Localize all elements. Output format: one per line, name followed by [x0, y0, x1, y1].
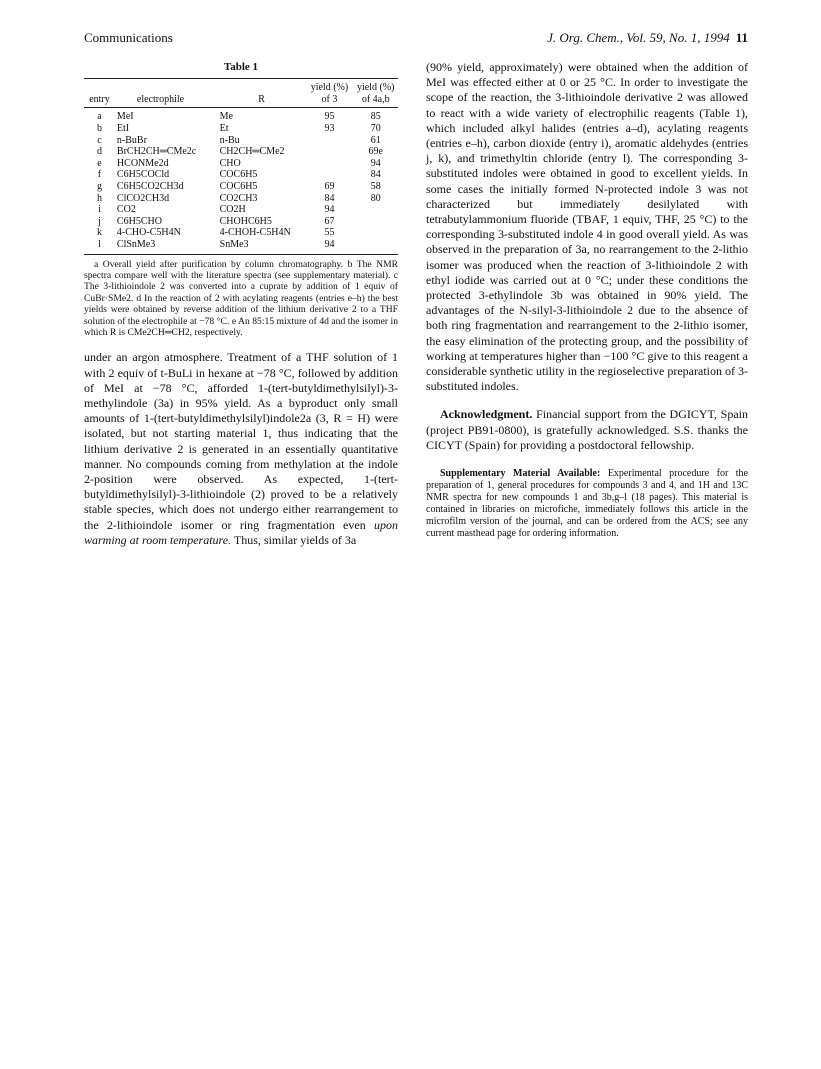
cell-electrophile: HCONMe2d	[116, 157, 169, 169]
left-paragraph	[84, 350, 398, 548]
table-row	[84, 216, 398, 228]
cell-electrophile: ClSnMe3	[115, 239, 218, 254]
cell-yield-3	[305, 146, 353, 158]
supplementary-text: Experimental procedure for the preparation of 1, general procedures for compounds 3 and 4, and 1H and 13C NMR spectra for new compounds 1 and 3b,g–l (18 pages). This material is contained in libraries on microfiche, immediately follows this article in the microfilm version of the journal, and can be ordered from the ACS; see any current masthead page for ordering information.	[426, 468, 748, 540]
running-header	[84, 30, 748, 48]
cell-entry: h	[96, 192, 102, 204]
table-row	[84, 135, 398, 147]
cell-entry: l	[84, 239, 115, 254]
cell-yield-3	[305, 158, 353, 170]
cell-r: 4-CHOH-C5H4N	[219, 227, 291, 239]
results-table	[84, 79, 398, 254]
table-row	[84, 181, 398, 193]
supplementary-material	[426, 468, 748, 540]
cell-electrophile: C6H5CO2CH3d	[116, 180, 184, 192]
cell-electrophile: 4-CHO-C5H4N	[116, 227, 181, 239]
table-header-row	[84, 79, 398, 108]
cell-r: COC6H5	[219, 180, 258, 192]
cell-r: CO2CH3	[219, 192, 258, 204]
cell-entry: d	[96, 146, 102, 158]
cell-entry: i	[98, 204, 101, 216]
cell-entry: b	[96, 122, 102, 134]
cell-yield-4	[353, 227, 398, 239]
journal-citation	[547, 30, 748, 46]
cell-electrophile: ClCO2CH3d	[116, 192, 170, 204]
cell-yield-3: 93	[324, 122, 335, 134]
header-electrophile: electrophile	[115, 79, 218, 108]
cell-entry: c	[97, 134, 102, 146]
cell-entry: a	[97, 111, 102, 123]
cell-yield-4: 80	[370, 192, 381, 204]
table-row	[84, 108, 398, 123]
table-body	[84, 108, 398, 254]
header-entry: entry	[84, 79, 115, 108]
cell-yield-3: 94	[305, 239, 353, 254]
right-paragraph: (90% yield, approximately) were obtained when the addition of MeI was effected either at 0 or 25 °C. In order to investigate the scope of the reaction, the 3-lithioindole derivative 2 was allowed to react with a wide variety of electrophilic reagents (Table 1), which included alkyl halides (entries a–d), acylating reagents (entries e–h), carbon dioxide (entry i), aromatic aldehydes (entries j, k), and trimethyltin chloride (entry l). The corresponding 3-substituted indoles were obtained in good to excellent yields. In some cases the initially formed N-protected indole 3 was not characterized but immediately desilylated with tetrabutylammonium fluoride (TBAF, 1 equiv, THF, 25 °C) to the corresponding 3-substituted indole 4 in good overall yield. As was observed in the preparation of 3a, no rearrangement to the 2-lithio isomer was produced when the reaction of 3-lithioindole 2 with ethyl iodide was carried out at 0 °C; under these conditions the protected 3-ethylindole 3b was obtained in 90% yield. The advantages of the N-silyl-3-lithioindole 2 due to the absence of both ring fragmentation and rearrangement to the 2-lithio isomer, the easy elimination of the protecting group, and the possibility of working at temperatures higher than −100 °C give to this reagent a considerable synthetic utility in the regioselective preparation of 3-substituted indoles.	[426, 60, 748, 394]
cell-yield-4: 85	[370, 111, 381, 123]
cell-yield-3	[305, 135, 353, 147]
cell-r: n-Bu	[219, 134, 240, 146]
page-number: 11	[735, 30, 748, 45]
cell-yield-3: 69	[324, 180, 335, 192]
cell-electrophile: BrCH2CH═CMe2c	[116, 146, 197, 158]
cell-yield-4: 84	[370, 169, 381, 181]
table-footnotes: a Overall yield after purification by column chromatography. b The NMR spectra compare well with the literature spectra (see supplementary material). c The 3-lithioindole 2 was converted into a cuprate by addition of 1 equiv of CuBr·SMe2. d In the reaction of 2 with acylating reagents (entries e–h) the best yields were obtained by reverse addition of the lithium derivative 2 to a THF solution of the electrophile at −78 °C. e An 85:15 mixture of 4d and the isomer in which R is CMe2CH═CH2, respectively.	[84, 258, 398, 338]
cell-yield-3	[305, 169, 353, 181]
cell-r: Et	[219, 122, 229, 134]
cell-electrophile: C6H5COCld	[116, 169, 170, 181]
cell-yield-4: 58	[370, 180, 381, 192]
left-body-text	[84, 350, 398, 548]
section-label: Communications	[84, 30, 173, 45]
cell-entry: g	[96, 180, 102, 192]
table-title: Table 1	[223, 61, 259, 73]
header-yield-3: yield (%) of 3	[305, 79, 353, 108]
cell-r: CHOHC6H5	[219, 215, 272, 227]
table-row	[84, 169, 398, 181]
cell-r: CH2CH═CMe2	[219, 146, 285, 158]
acknowledgment-text: Financial support from the DGICYT, Spain (project PB91-0800), is gratefully acknowledged. S.S. thanks the CICYT (Spain) for providing a postdoctoral fellowship.	[426, 407, 749, 452]
table-row	[84, 227, 398, 239]
table-row	[84, 146, 398, 158]
cell-entry: k	[96, 227, 102, 239]
table-row	[84, 158, 398, 170]
cell-electrophile: EtI	[116, 122, 130, 134]
cell-electrophile: C6H5CHO	[116, 215, 162, 227]
cell-electrophile: CO2	[116, 204, 136, 216]
cell-electrophile: MeI	[116, 111, 134, 123]
header-r: R	[218, 79, 306, 108]
cell-yield-3: 67	[324, 215, 335, 227]
cell-yield-4: 70	[370, 122, 381, 134]
journal-name: J. Org. Chem., Vol. 59, No. 1, 1994	[547, 30, 730, 45]
cell-r: CHO	[219, 157, 241, 169]
cell-yield-4: 69e	[368, 146, 383, 158]
acknowledgment-heading: Acknowledgment.	[440, 407, 533, 422]
cell-yield-4	[353, 239, 398, 254]
cell-r: SnMe3	[218, 239, 306, 254]
cell-yield-4: 61	[370, 134, 381, 146]
cell-yield-3: 55	[324, 227, 335, 239]
cell-yield-4	[353, 216, 398, 228]
cell-yield-3: 95	[324, 111, 335, 123]
acknowledgment	[426, 407, 748, 453]
cell-r: COC6H5	[219, 169, 258, 181]
table-row	[84, 193, 398, 205]
left-column	[84, 60, 398, 548]
cell-entry: e	[97, 157, 102, 169]
table-row	[84, 239, 398, 254]
cell-electrophile: n-BuBr	[116, 134, 147, 146]
cell-yield-4: 94	[370, 157, 381, 169]
cell-r: CO2H	[219, 204, 246, 216]
supplementary-heading: Supplementary Material Available:	[440, 468, 601, 480]
left-text-part3: Thus, similar yields of 3a	[233, 532, 357, 547]
left-text-part1: under an argon atmosphere. Treatment of a THF solution of 1 with 2 equiv of t-BuLi in hexane at −78 °C, followed by addition of MeI at −78 °C, afforded 1-(tert-butyldimethylsilyl)-3-methylindole (3a) in 95% yield. As a byproduct only small amounts of 1-(tert-butyldimethylsilyl)indole2a (3, R = H) were isolated, but not starting material 1, thus indicating that the lithium derivative 2 is generated in an essentially quantitative manner. No compounds coming from methylation at the indole 2-position were observed. As expected, 1-(tert-butyldimethylsilyl)-3-lithioindole (2) proved to be a relatively stable species, which does not undergo either rearrangement to the 2-lithioindole isomer or ring fragmentation even	[84, 350, 398, 532]
table-row	[84, 123, 398, 135]
right-column	[426, 60, 748, 540]
cell-yield-4	[353, 204, 398, 216]
table-row	[84, 204, 398, 216]
cell-entry: j	[98, 215, 101, 227]
cell-entry: f	[97, 169, 102, 181]
left-text-emphasis: upon warming at room temperature.	[84, 517, 398, 547]
header-yield-4: yield (%) of 4a,b	[353, 79, 398, 108]
cell-yield-3: 94	[324, 204, 335, 216]
cell-r: Me	[219, 111, 233, 123]
cell-yield-3: 84	[324, 192, 335, 204]
